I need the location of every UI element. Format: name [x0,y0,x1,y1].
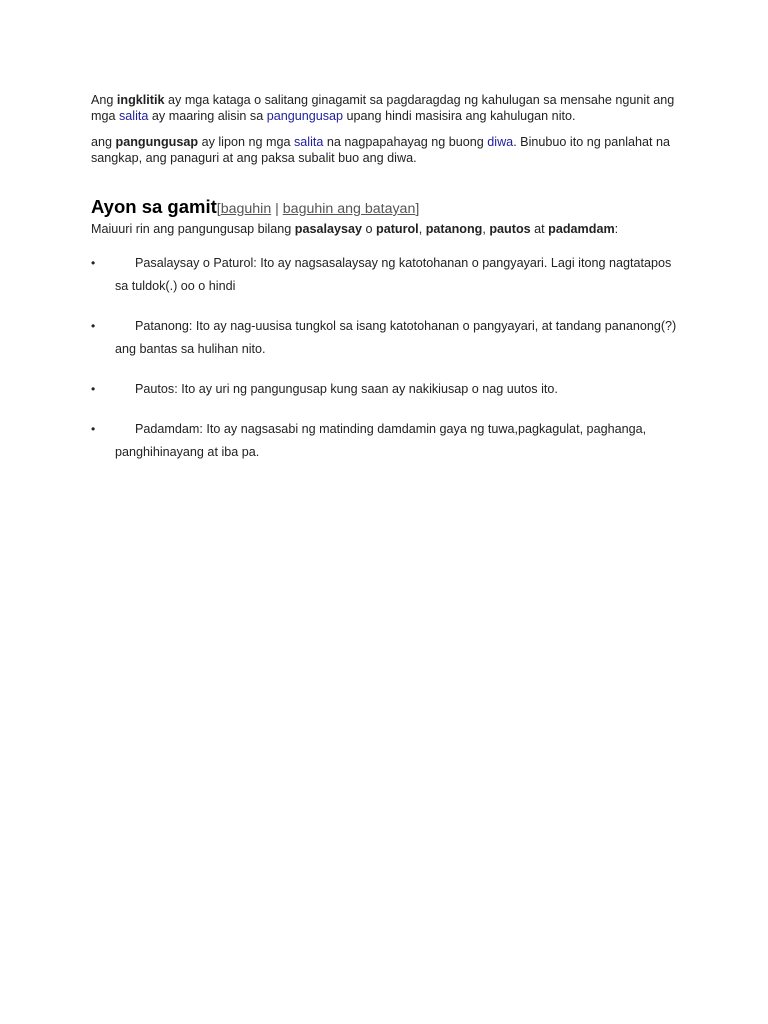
list-item [91,315,685,361]
text: na nagpapahayag ng buong [323,135,488,149]
intro-paragraph [91,221,691,237]
edit-bracket-open: [ [216,201,221,217]
edit-source-link[interactable]: baguhin ang batayan [282,201,416,217]
term-padamdam: padamdam [548,222,615,236]
term-paturol: paturol [376,222,419,236]
text: : [614,222,619,236]
list-item-text: Padamdam: Ito ay nagsasabi ng matinding damdamin gaya ng tuwa,pagkagulat, paghanga, panghihinayang at iba pa. [115,422,647,459]
section-heading [91,195,691,221]
edit-link[interactable]: baguhin [220,201,272,217]
text: , [482,222,490,236]
link-diwa[interactable]: diwa [487,135,514,149]
list-item-text: Pautos: Ito ay uri ng pangungusap kung saan ay nakikiusap o nag uutos ito. [135,382,558,396]
sentence-types-list [91,252,691,464]
section-title: Ayon sa gamit [91,196,217,217]
term-pasalaysay: pasalaysay [294,222,362,236]
term-ingklitik: ingklitik [116,93,165,107]
list-item [91,378,685,401]
text: Ang [91,93,117,107]
pangungusap-paragraph [91,134,691,166]
text: ang [91,135,116,149]
text: , [418,222,426,236]
text: ay lipon ng mga [198,135,294,149]
document-page [91,92,691,481]
text: upang hindi masisira ang kahulugan nito. [343,109,576,123]
bullet-icon: • [91,422,96,436]
text: o [361,222,376,236]
text: . Binubuo ito ng panlahat na sangkap, ang panaguri at ang paksa subalit buo ang diwa. [91,135,671,165]
list-item-text: Patanong: Ito ay nag-uusisa tungkol sa isang katotohanan o pangyayari, at tandang pananong(?) ang bantas sa hulihan nito. [115,319,677,356]
ingklitik-paragraph [91,92,691,124]
text: ay mga kataga o salitang ginagamit sa pagdaragdag ng kahulugan sa mensahe ngunit ang mga [91,93,675,123]
bullet-icon: • [91,256,96,270]
term-pautos: pautos [489,222,531,236]
link-salita[interactable]: salita [294,135,324,149]
edit-separator: | [271,201,283,217]
link-salita[interactable]: salita [119,109,149,123]
bullet-icon: • [91,319,96,333]
bullet-icon: • [91,382,96,396]
text: ay maaring alisin sa [148,109,267,123]
edit-bracket-close: ] [415,201,420,217]
text: at [530,222,549,236]
list-item [91,252,685,298]
text: Maiuuri rin ang pangungusap bilang [91,222,295,236]
link-pangungusap[interactable]: pangungusap [266,109,344,123]
list-item [91,418,685,464]
list-item-text: Pasalaysay o Paturol: Ito ay nagsasalaysay ng katotohanan o pangyayari. Lagi itong nagtatapos sa tuldok(.) oo o hindi [115,256,672,293]
term-pangungusap: pangungusap [115,135,199,149]
term-patanong: patanong [425,222,483,236]
